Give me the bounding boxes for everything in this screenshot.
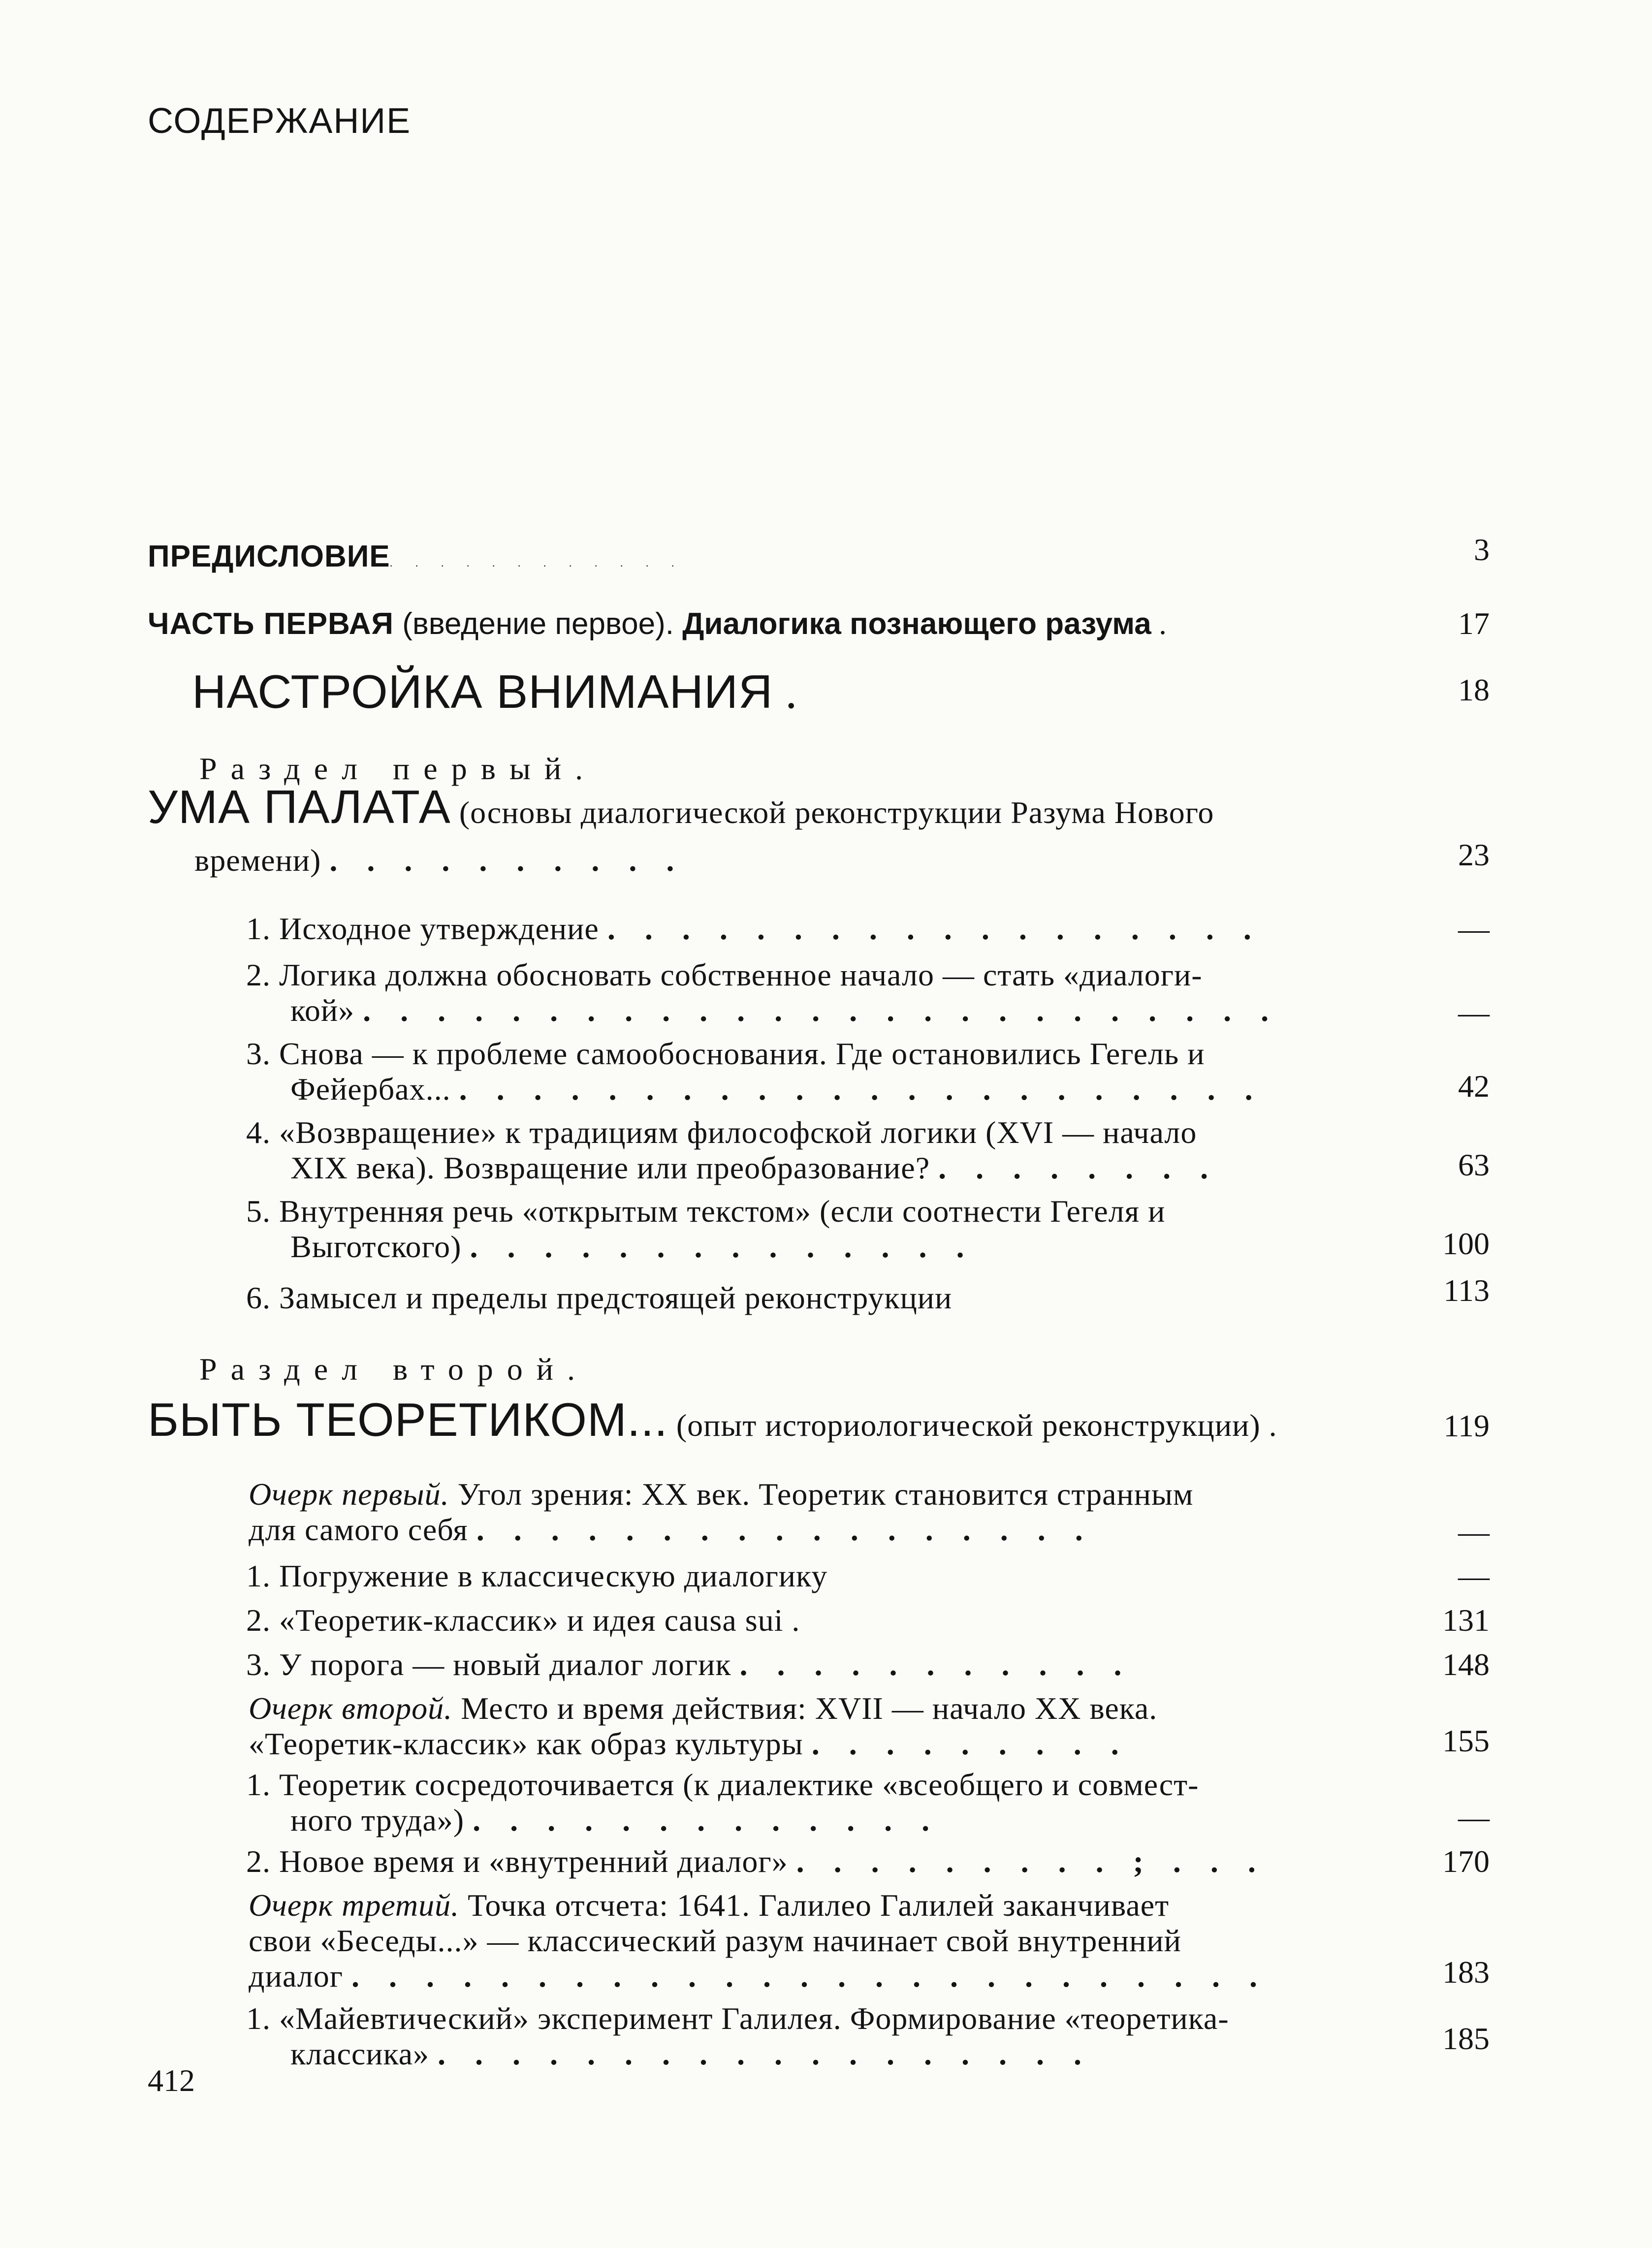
- toc-item: [246, 1646, 1428, 1683]
- toc-leader-dots: . . . . . . . .: [938, 1150, 1219, 1185]
- toc-leader-dots: .: [1260, 1408, 1277, 1443]
- toc-item-title: 3. Снова — к проблеме самообоснования. Где остановились Гегель и: [246, 1036, 1205, 1071]
- toc-entry-part-one: [148, 606, 1428, 642]
- toc-page-number: 17: [1458, 606, 1490, 641]
- toc-item-title: 2. Логика должна обосновать собственное начало — стать «диалоги-: [246, 957, 1203, 992]
- toc-entry-title: Диалогика познающего разума: [682, 607, 1151, 641]
- section-label-second: Раздел второй.: [199, 1352, 589, 1387]
- toc-item-title-cont: ного труда»): [290, 1803, 465, 1837]
- toc-page-number: 3: [1474, 532, 1490, 567]
- toc-item: [246, 1558, 1428, 1594]
- toc-essay-title: Точка отсчета: 1641. Галилео Галилей заканчивает: [459, 1888, 1170, 1923]
- toc-item-title: 5. Внутренняя речь «открытым текстом» (если соотнести Гегеля и: [246, 1194, 1166, 1229]
- toc-page-number: 23: [1458, 837, 1490, 872]
- page-number: 412: [148, 2063, 195, 2098]
- toc-leader-dots: . . . . . . . . . .: [329, 843, 685, 878]
- toc-leader-dots: . . . . . . . . . . . .: [390, 560, 685, 569]
- toc-essay-label: Очерк первый.: [249, 1477, 449, 1512]
- toc-entry-subtitle-cont: времени): [194, 843, 321, 878]
- toc-item: [246, 1602, 1428, 1639]
- toc-essay-title-cont2: диалог: [249, 1959, 343, 1994]
- toc-item: [246, 1767, 1428, 1838]
- toc-page-number: 155: [1442, 1723, 1490, 1758]
- toc-page-number: —: [1458, 1800, 1490, 1835]
- toc-leader-dots: . . . . . . . . . . . . . . . . . . . . . . . . .: [351, 1959, 1268, 1994]
- toc-item-title: 2. Новое время и «внутренний диалог»: [246, 1844, 788, 1879]
- toc-entry-section-one: [148, 781, 1408, 880]
- toc-page-number: 131: [1442, 1603, 1490, 1638]
- toc-page-number: 170: [1442, 1844, 1490, 1879]
- toc-page-number: —: [1458, 1558, 1490, 1593]
- toc-entry-part-label: ЧАСТЬ ПЕРВАЯ: [148, 607, 394, 641]
- toc-essay-title: Угол зрения: XX век. Теоретик становится странным: [449, 1477, 1194, 1512]
- toc-leader-dots: . . . . . . . . . . . . . . . . . . . . . . . . .: [363, 993, 1280, 1028]
- toc-page-number: 185: [1442, 2021, 1490, 2056]
- toc-item: [246, 1194, 1428, 1265]
- toc-item-title-cont: классика»: [290, 2036, 430, 2071]
- toc-entry-title: БЫТЬ ТЕОРЕТИКОМ...: [148, 1393, 668, 1446]
- toc-entry-title: УМА ПАЛАТА: [148, 781, 451, 833]
- toc-item: [246, 1036, 1428, 1107]
- toc-leader-dots: . . . . . . . . . . . . . . . . . .: [607, 911, 1262, 946]
- toc-essay-title-cont: свои «Беседы...» — классический разум начинает свой внутренний: [249, 1923, 1181, 1958]
- toc-entry-preface: [148, 539, 1428, 574]
- toc-leader-dots: . . . . . . . . . . . . . .: [470, 1229, 975, 1264]
- toc-page-number: —: [1458, 1514, 1490, 1549]
- toc-leader-dots: .: [783, 1603, 800, 1638]
- toc-page-number: 183: [1442, 1955, 1490, 1990]
- toc-essay-third: [249, 1888, 1430, 1994]
- toc-page-number: —: [1458, 911, 1490, 946]
- toc-essay-first: [249, 1477, 1430, 1548]
- toc-page-number: 119: [1443, 1408, 1490, 1443]
- toc-page-number: 100: [1442, 1226, 1490, 1261]
- toc-item-title: 1. Погружение в классическую диалогику: [246, 1558, 828, 1593]
- toc-leader-dots: . . . . . . . . . . . . .: [473, 1803, 941, 1837]
- toc-page-number: —: [1458, 995, 1490, 1030]
- toc-item: [246, 1280, 1428, 1316]
- toc-page-number: 63: [1458, 1147, 1490, 1182]
- section-label-first: Раздел первый.: [199, 751, 597, 786]
- toc-entry-subtitle: (введение первое).: [393, 607, 683, 641]
- toc-page-number: 42: [1458, 1069, 1490, 1104]
- toc-item-title: 3. У порога — новый диалог логик: [246, 1647, 731, 1682]
- toc-leader-dots: . . . . . . . . . . .: [739, 1647, 1133, 1682]
- toc-entry-subtitle: (опыт историологической реконструкции): [667, 1408, 1261, 1443]
- toc-item: [246, 911, 1428, 947]
- toc-item-title: 1. Исходное утверждение: [246, 911, 599, 946]
- toc-entry-title: НАСТРОЙКА ВНИМАНИЯ: [192, 665, 773, 718]
- toc-item-title: 2. «Теоретик-классик» и идея causa sui: [246, 1603, 784, 1638]
- toc-essay-title: Место и время действия: XVII — начало XX века.: [452, 1691, 1158, 1726]
- toc-item: [246, 957, 1428, 1028]
- toc-entry-subtitle: (основы диалогической реконструкции Разума Нового: [450, 795, 1214, 830]
- toc-item-title-cont: кой»: [290, 993, 355, 1028]
- toc-item: [246, 1843, 1428, 1880]
- toc-leader-dots: . . . . . . . . . . . . . . . . . . . . . .: [459, 1072, 1264, 1107]
- toc-leader-dots: . . . . . . . . . . . . . . . . . .: [438, 2036, 1093, 2071]
- toc-essay-label: Очерк второй.: [249, 1691, 453, 1726]
- toc-leader-dots: . . . . . . . . . . . . . . . . .: [476, 1512, 1094, 1547]
- toc-item-title: 6. Замысел и пределы предстоящей реконструкции: [246, 1280, 953, 1315]
- toc-page-number: 148: [1442, 1647, 1490, 1682]
- page-title: СОДЕРЖАНИЕ: [148, 101, 412, 141]
- toc-essay-title-cont: для самого себя: [249, 1512, 468, 1547]
- toc-essay-title-cont: «Теоретик-классик» как образ культуры: [249, 1726, 803, 1761]
- toc-leader-dots: .: [773, 665, 798, 718]
- toc-item-title: 1. «Майевтический» эксперимент Галилея. Формирование «теоретика-: [246, 2001, 1229, 2036]
- toc-entry-section-two: [148, 1393, 1428, 1447]
- toc-leader-dots: . . . . . . . . .: [811, 1726, 1130, 1761]
- toc-item-title-cont: Фейербах...: [290, 1072, 451, 1107]
- toc-entry-attention: [192, 665, 1423, 719]
- toc-page-number: 18: [1458, 672, 1490, 707]
- toc-leader-dots: .: [1151, 607, 1167, 641]
- toc-item-title: 4. «Возвращение» к традициям философской логики (XVI — начало: [246, 1115, 1197, 1150]
- toc-page-number: 113: [1443, 1273, 1490, 1308]
- toc-item-title-cont: Выготского): [290, 1229, 462, 1264]
- toc-item-title: 1. Теоретик сосредоточивается (к диалектике «всеобщего и совмест-: [246, 1767, 1199, 1802]
- toc-leader-dots: . . . . . . . . . ; . . .: [796, 1844, 1267, 1879]
- toc-item: [246, 2001, 1428, 2072]
- toc-item-title-cont: XIX века). Возвращение или преобразование?: [290, 1150, 930, 1185]
- toc-entry-title: ПРЕДИСЛОВИЕ: [148, 539, 390, 573]
- toc-essay-second: [249, 1691, 1430, 1762]
- toc-essay-label: Очерк третий.: [249, 1888, 460, 1923]
- toc-item: [246, 1115, 1428, 1186]
